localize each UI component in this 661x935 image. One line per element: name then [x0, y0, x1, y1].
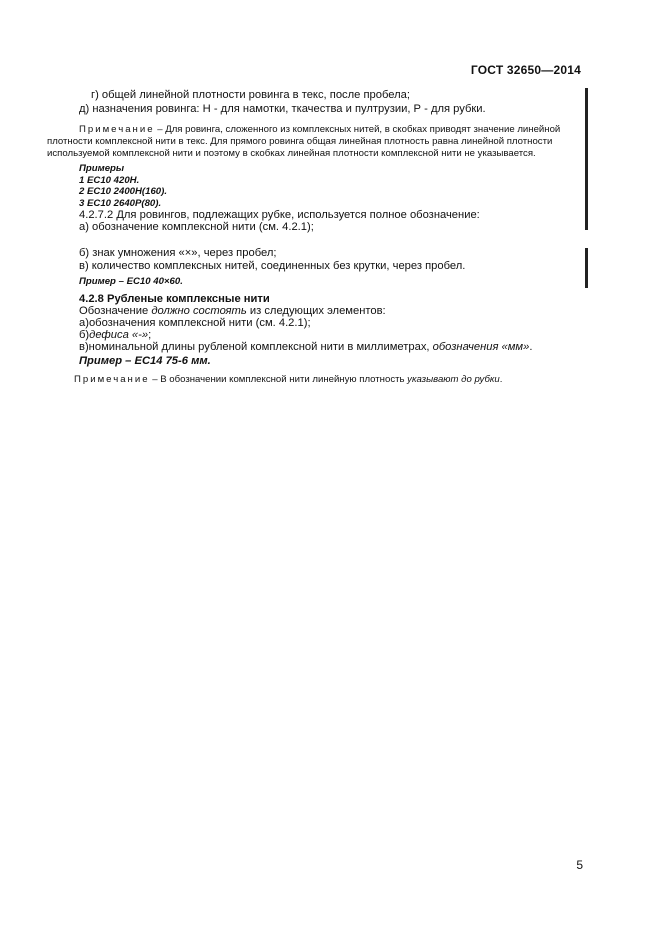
intro-text-end: из следующих элементов: — [246, 305, 386, 317]
item-b-marker: б) — [79, 329, 90, 341]
list-item-a: а) обозначение комплексной нити (см. 4.2.1); — [79, 221, 314, 233]
standard-number: ГОСТ 32650—2014 — [470, 63, 581, 77]
item-v-emphasis: обозначения «мм» — [432, 341, 530, 353]
note-1-line-3: используемой комплексной нити и поэтому в скобках линейная плотности комплексной нити не указывается. — [47, 148, 536, 159]
examples-heading: Примеры — [79, 163, 125, 174]
note-1-line-1 — [79, 124, 560, 136]
note-2-label: Примечание — [74, 374, 150, 385]
item-b-emphasis: дефиса «-» — [89, 329, 149, 341]
example-item: 2 ЕС10 2400Н(160). — [79, 186, 167, 197]
example-item: 1 ЕС10 420Н. — [79, 175, 140, 186]
intro-emphasis: должно состоять — [151, 305, 247, 317]
section-4-2-8-item-v — [79, 341, 532, 354]
clause-4-2-7-2: 4.2.7.2 Для ровингов, подлежащих рубке, используется полное обозначение: — [79, 209, 480, 221]
note-2-end: . — [499, 374, 503, 385]
note-2-emphasis: указывают до рубки — [407, 374, 500, 385]
section-4-2-8-example: Пример – ЕС14 75-6 мм. — [79, 355, 211, 367]
page-number: 5 — [576, 858, 583, 872]
note-1-label: Примечание — [79, 124, 155, 135]
note-2-text: – В обозначении комплексной нити линейную плотность — [149, 374, 408, 385]
list-item-g: г) общей линейной плотности ровинга в текс, после пробела; — [91, 89, 410, 101]
list-item-b: б) знак умножения «×», через пробел; — [79, 247, 277, 259]
section-4-2-8-heading: 4.2.8 Рубленые комплексные нити — [79, 293, 270, 305]
change-bar — [585, 88, 588, 230]
item-v-text: в)номинальной длины рубленой комплексной нити в миллиметрах, — [79, 341, 433, 353]
item-b-end: ; — [148, 329, 152, 341]
list-item-v: в) количество комплексных нитей, соединенных без крутки, через пробел. — [79, 260, 466, 272]
note-2 — [74, 374, 502, 386]
example-item: 3 ЕС10 2640Р(80). — [79, 198, 162, 209]
intro-text: Обозначение — [79, 305, 152, 317]
item-v-end: . — [529, 341, 533, 353]
note-1-line-2: плотности комплексной нити в текс. Для прямого ровинга общая линейная плотность равна линейной плотности — [47, 136, 553, 147]
change-bar — [585, 248, 588, 288]
list-item-d: д) назначения ровинга: Н - для намотки, ткачества и пултрузии, Р - для рубки. — [79, 103, 486, 115]
section-4-2-8-item-a: а)обозначения комплексной нити (см. 4.2.1); — [79, 317, 311, 329]
note-1-text: – Для ровинга, сложенного из комплексных нитей, в скобках приводят значение линейной — [154, 124, 561, 135]
example-roving: Пример – ЕС10 40×60. — [79, 276, 183, 287]
